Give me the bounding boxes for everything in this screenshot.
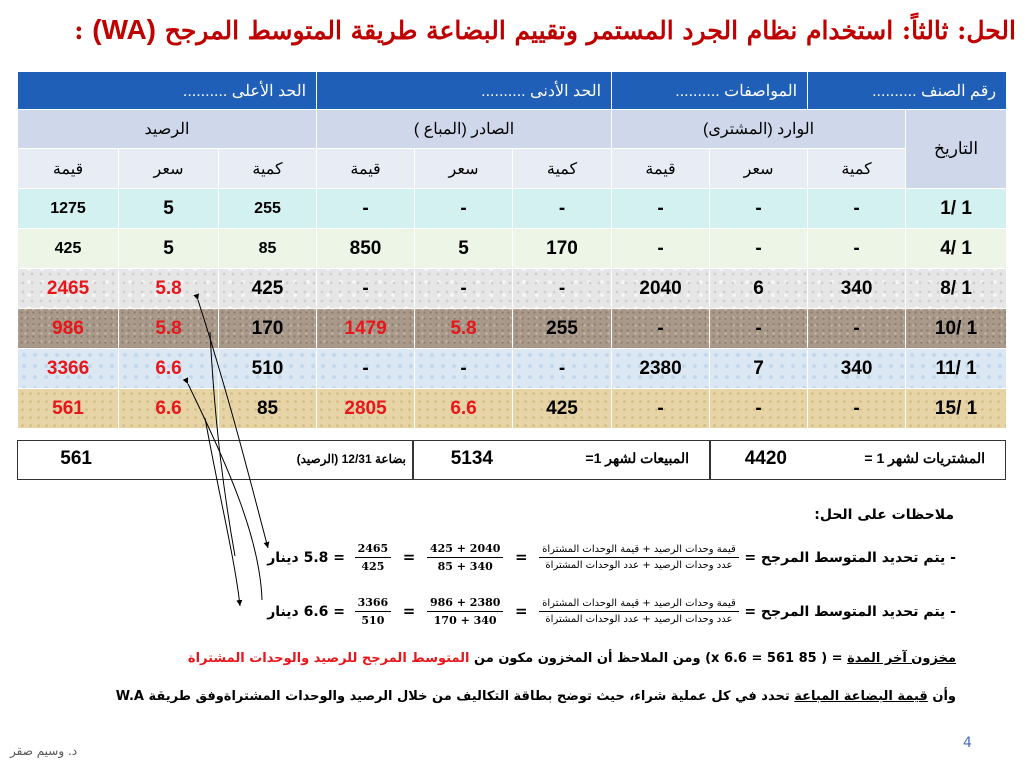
page-number: 4 [963,735,972,751]
group-header-row [18,110,1007,149]
out-qty-header: كمية [513,149,612,189]
sold-goods-note [116,689,956,704]
in-price-cell: - [710,229,808,269]
bal-value-cell: 425 [18,229,119,269]
bal-price-header: سعر [119,149,219,189]
closing-stock-calc: = ( 85 x 6.6 = 561) ومن الملاحظ أن المخزون مكون من [469,651,848,666]
item-number-field: رقم الصنف .......... [808,72,1007,110]
min-limit-field: الحد الأدنى .......... [317,72,612,110]
out-value-cell: 850 [317,229,415,269]
stock-card-table [17,71,1007,429]
sub-header-row [18,149,1007,189]
in-value-cell: - [612,389,710,429]
out-qty-cell: 170 [513,229,612,269]
table-row [18,389,1007,429]
bal-value-cell: 986 [18,309,119,349]
result-numerator: 2465 [355,542,392,558]
out-qty-cell: 425 [513,389,612,429]
out-value-header: قيمة [317,149,415,189]
page-title [6,14,1016,54]
table-row [18,349,1007,389]
fraction-numerator: قيمة وحدات الرصيد + قيمة الوحدات المشتراة [539,544,739,558]
bal-price-cell: 5 [119,229,219,269]
closing-stock-note [188,651,956,666]
out-price-header: سعر [415,149,513,189]
calc-fraction [427,542,503,573]
in-qty-cell: - [808,189,906,229]
result-numerator: 3366 [355,596,392,612]
out-qty-cell: - [513,189,612,229]
bal-qty-cell: 255 [219,189,317,229]
equals-sign: = [402,548,416,566]
sales-total-value: 5134 [450,448,493,469]
in-price-cell: 6 [710,269,808,309]
title-text: الحل: ثالثاً: استخدام نظام الجرد المستمر وتقييم البضاعة طريقة المتوسط المرجح [156,16,1016,45]
sold-goods-text: تحدد في كل عملية شراء، حيث توضح بطاقة التكاليف من خلال الرصيد والوحدات المشتراةوفق طريقة W.A [115,689,795,704]
in-qty-header: كمية [808,149,906,189]
calc-denominator: 340 + 85 [437,560,493,573]
in-qty-cell: - [808,389,906,429]
purchases-total-box [710,440,1006,480]
in-qty-cell: - [808,229,906,269]
equals-sign: = [402,602,416,620]
bal-qty-cell: 85 [219,389,317,429]
outgoing-header: الصادر (المباع ) [317,110,612,149]
bal-value-cell: 3366 [18,349,119,389]
out-price-cell: 6.6 [415,389,513,429]
weighted-average-fraction [539,598,739,625]
in-qty-cell: 340 [808,269,906,309]
in-value-cell: - [612,309,710,349]
bal-value-cell: 561 [18,389,119,429]
calc-denominator: 340 + 170 [433,614,497,627]
in-qty-cell: - [808,309,906,349]
in-value-cell: 2380 [612,349,710,389]
closing-stock-label: بضاعة 12/31 (الرصيد) [296,452,406,466]
sales-total-label: المبيعات لشهر 1= [585,450,689,466]
table-row [18,189,1007,229]
fraction-numerator: قيمة وحدات الرصيد + قيمة الوحدات المشتراة [539,598,739,612]
bal-qty-header: كمية [219,149,317,189]
weighted-average-fraction [539,544,739,571]
fraction-denominator: عدد وحدات الرصيد + عدد الوحدات المشتراة [545,614,733,625]
bal-value-cell: 1275 [18,189,119,229]
bal-price-cell: 6.6 [119,389,219,429]
max-limit-field: الحد الأعلى .......... [18,72,317,110]
table-row [18,309,1007,349]
formula-line-1 [267,542,956,573]
bal-value-cell: 2465 [18,269,119,309]
bal-qty-cell: 85 [219,229,317,269]
calc-numerator: 2040 + 425 [427,542,503,558]
out-value-cell: - [317,189,415,229]
sales-total-box [413,440,710,480]
fraction-denominator: عدد وحدات الرصيد + عدد الوحدات المشتراة [545,560,733,571]
out-price-cell: 5 [415,229,513,269]
result-denominator: 510 [361,614,385,627]
closing-stock-term: مخزون آخر المدة [847,651,956,666]
out-price-cell: - [415,269,513,309]
closing-stock-box [17,440,413,480]
formula-result: = 6.6 دينار [267,604,345,620]
out-value-cell: - [317,269,415,309]
result-fraction [355,542,392,573]
purchases-total-value: 4420 [744,448,787,469]
out-price-cell: 5.8 [415,309,513,349]
out-price-cell: - [415,349,513,389]
result-denominator: 425 [361,560,385,573]
date-cell: 1 /4 [906,229,1007,269]
formula-label: - يتم تحديد المتوسط المرجح = [744,550,956,566]
bal-price-cell: 6.6 [119,349,219,389]
in-price-cell: - [710,309,808,349]
date-cell: 1 /8 [906,269,1007,309]
specs-field: المواصفات .......... [612,72,808,110]
notes-heading: ملاحظات على الحل: [814,507,954,523]
table-row [18,229,1007,269]
totals-row [17,440,1006,480]
out-value-cell: 1479 [317,309,415,349]
out-price-cell: - [415,189,513,229]
calc-fraction [427,596,503,627]
in-value-header: قيمة [612,149,710,189]
equals-sign: = [515,548,528,566]
bal-price-cell: 5.8 [119,309,219,349]
sold-goods-term: قيمة البضاعة المباعة [794,689,928,704]
date-cell: 1 /11 [906,349,1007,389]
purchases-total-label: المشتريات لشهر 1 = [864,450,985,466]
in-value-cell: - [612,229,710,269]
closing-stock-value: 561 [60,448,92,469]
formula-result: = 5.8 دينار [267,550,345,566]
in-price-cell: - [710,189,808,229]
bal-qty-cell: 170 [219,309,317,349]
result-fraction [355,596,392,627]
formula-label: - يتم تحديد المتوسط المرجح = [744,604,956,620]
bal-qty-cell: 510 [219,349,317,389]
in-price-cell: - [710,389,808,429]
sold-goods-prefix: وأن [927,689,956,704]
date-cell: 1 /10 [906,309,1007,349]
date-cell: 1 /15 [906,389,1007,429]
balance-header: الرصيد [18,110,317,149]
in-price-cell: 7 [710,349,808,389]
bal-price-cell: 5.8 [119,269,219,309]
in-value-cell: 2040 [612,269,710,309]
weighted-average-term: المتوسط المرجح للرصيد والوحدات المشتراة [187,651,470,666]
bal-price-cell: 5 [119,189,219,229]
formula-line-2 [267,596,956,627]
in-value-cell: - [612,189,710,229]
out-qty-cell: - [513,269,612,309]
equals-sign: = [515,602,528,620]
bal-qty-cell: 425 [219,269,317,309]
author-footer: د. وسيم صقر [10,744,78,758]
title-suffix: : [74,16,93,45]
incoming-header: الوارد (المشترى) [612,110,906,149]
title-code: (WA) [92,14,156,45]
out-qty-cell: - [513,349,612,389]
table-row [18,269,1007,309]
in-price-header: سعر [710,149,808,189]
date-header: التاريخ [906,110,1007,189]
calc-numerator: 2380 + 986 [427,596,503,612]
out-qty-cell: 255 [513,309,612,349]
spec-row [18,72,1007,110]
bal-value-header: قيمة [18,149,119,189]
date-cell: 1 /1 [906,189,1007,229]
out-value-cell: - [317,349,415,389]
out-value-cell: 2805 [317,389,415,429]
in-qty-cell: 340 [808,349,906,389]
